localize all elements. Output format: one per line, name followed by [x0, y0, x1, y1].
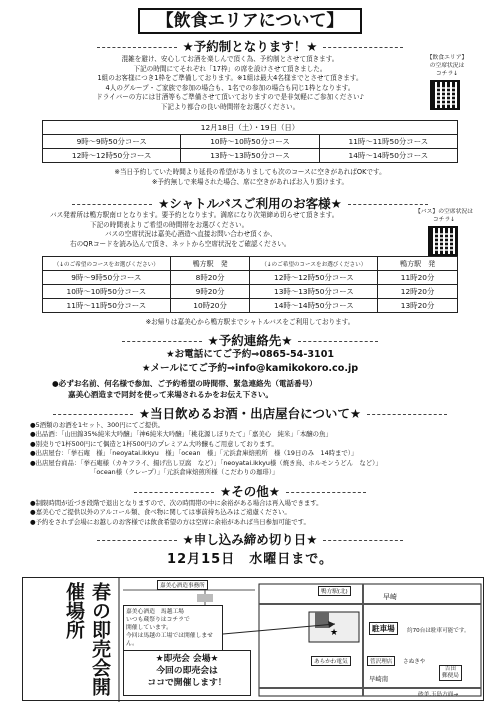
sale-heading: ★即売会 会場★ [155, 654, 219, 664]
bus-qr-code[interactable] [428, 226, 458, 256]
reservation-intro [50, 55, 410, 113]
contact-phone[interactable]: ★お電話にてご予約⇒0865-54-3101 [165, 349, 335, 360]
sale-venue-box [123, 650, 251, 696]
shuttle-intro-line: 右のQRコードを読み込んで頂き、ネットから空席状況をご確認ください。 [70, 239, 291, 248]
other-heading: ★その他★ [40, 482, 460, 500]
contact-block [60, 348, 440, 376]
shuttle-intro-line: バス発着所は鴨方駅南ロとなります。要予約となります。満席になり次第締め切らせて頂きます。 [50, 211, 339, 219]
sale-text: 今回の即売会は [156, 666, 218, 676]
table-cell: 13時〜13時50分コース [250, 285, 378, 299]
reservation-intro-line: 1組のお客様につき1枠をご準備しております。※1組は最大4名様までとさせて頂きます。 [97, 74, 363, 83]
deadline-heading: ★申し込み締め切り日★ [40, 530, 460, 548]
contact-mail[interactable]: ★メールにてご予約⇒info@kamikokoro.co.jp [141, 363, 359, 374]
reservation-intro-line: ドライバーの方には甘酒等もご準備させて頂いておりますので是非気軽にご参加ください♪ [96, 93, 364, 102]
drinks-heading: ★当日飲めるお酒・出店屋台について★ [40, 404, 460, 422]
shuttle-timetable [42, 256, 458, 313]
slot-cell: 10時〜10時50分コース [181, 135, 319, 149]
other-item: ●予約をされず会場にお越しのお客様では飲食希望の方は空席に余裕があれば当日参加可能です。 [30, 517, 310, 526]
drinks-item: ●出店屋台商品：「挙石庵様（カキフライ、揚げ出し豆腐 など）」「neoyatai.ikkyu様（焼き鳥、ホルモンうどん など）」 [30, 458, 382, 467]
table-header: （↓のご希望のコースをお選びください） [43, 257, 171, 271]
required-line: 嘉美心酒造まで同封を使って来場されるかをお伝え下さい。 [68, 390, 274, 399]
table-cell: 12時20分 [378, 285, 458, 299]
factory-line: 今回は馬越の工場では開催しません。 [126, 633, 213, 647]
table-cell: 13時20分 [378, 299, 458, 313]
table-cell: 11時20分 [378, 271, 458, 285]
seating-qr-code[interactable] [430, 80, 460, 110]
venue-map-area [22, 577, 484, 701]
drinks-list [30, 421, 475, 477]
factory-line: いつも蔵祭りはコチラで [126, 617, 190, 623]
reservation-notes [50, 168, 450, 187]
table-header: 鴨方駅 発 [170, 257, 250, 271]
contact-heading: ★予約連絡先★ [40, 331, 460, 349]
reservation-intro-line: 混雑を避け、安心してお酒を楽しんで頂く為、予約制とさせて頂きます。 [121, 55, 339, 63]
road-direction-label: 砂美,玉島方面→ [418, 692, 459, 698]
required-line: ●必ずお名前、何名様で参加、ご予約希望の時間帯、緊急連絡先（電話番号） [52, 379, 317, 388]
post-office-label [439, 665, 462, 681]
venue-star-icon: ★ [329, 628, 339, 638]
qr-caption-line: コチラ↓ [435, 71, 459, 77]
factory-line: 開催しています。 [126, 625, 172, 631]
factory-box [123, 605, 223, 651]
other-item: ●制限時間が近づき段階で退出となりますので、次の時間帯の中に余裕がある場合は再入場できます。 [30, 499, 323, 507]
shop-label: 菅沢理店 [367, 656, 395, 666]
shuttle-note: ※お帰りは嘉美心から鴨方駅までシャトルバスをご利用しております。 [145, 318, 355, 326]
venue-vertical-title: 春の即売会開催場所 [63, 582, 111, 696]
slot-cell: 12時〜12時50分コース [43, 149, 181, 163]
parking-label: 駐車場 [369, 622, 398, 635]
reservation-slot-table [42, 120, 458, 163]
drinks-item: ●出店屋台：「挙石庵 様」「neoyatai.ikkyu 様」「ocean 様」「元浜倉庫焙煎所 様（19日のみ 14時まで）」 [30, 449, 358, 458]
contact-required [52, 378, 472, 400]
table-cell: 12時〜12時50分コース [250, 271, 378, 285]
seating-qr-caption [414, 54, 480, 78]
slot-cell: 14時〜14時50分コース [319, 149, 457, 163]
slot-cell: 9時〜9時50分コース [43, 135, 181, 149]
table-cell: 9時〜9時50分コース [43, 271, 171, 285]
table-cell: 14時〜14時50分コース [250, 299, 378, 313]
qr-caption-line: 【バス】の空席状況は [415, 209, 473, 215]
slot-cell: 11時〜11時50分コース [319, 135, 457, 149]
other-item: ●嘉美心でご提供以外のアルコール類、食べ物に関しては事前持ち込みはご遠慮ください。 [30, 508, 291, 517]
table-cell: 9時20分 [170, 285, 250, 299]
shuttle-intro [50, 211, 410, 249]
reservation-intro-line: 下記より都合の良い時間帯をお選びください。 [160, 102, 300, 111]
brewery-label: 嘉美心酒造事務所 [157, 580, 208, 590]
table-cell: 10時20分 [170, 299, 250, 313]
other-list [30, 499, 475, 527]
table-header: 鴨方駅 発 [378, 257, 458, 271]
drinks-item: 「ocean様（クレープ）」「元浜倉庫焙煎所様（こだわりの珈琲）」 [90, 468, 279, 477]
qr-caption-line: の空席状況は [429, 63, 465, 69]
qr-caption-line: コチラ↓ [432, 217, 456, 223]
parking-note: 約70台は駐車可能です。 [407, 628, 470, 634]
hayasaki-south-label: 早崎南 [369, 675, 389, 683]
station-label: 鴨方駅(北) [318, 586, 351, 596]
page-title: 【飲食エリアについて】 [138, 8, 362, 34]
drinks-item: ●別売りで1杯500円にて偶造と1杯500円のプレミアム大吟醸もご用意しております。 [30, 439, 278, 448]
qr-caption-line: 【飲食エリア】 [426, 55, 468, 61]
slot-cell: 13時〜13時50分コース [181, 149, 319, 163]
post-line: 郵便局 [442, 673, 459, 679]
reservation-note: ※予約無しで来場された場合、席に空きがあればお入り頂けます。 [151, 177, 349, 186]
sale-text: ココで開催します！ [147, 678, 227, 688]
shuttle-heading: ★シャトルバスご利用のお客様★ [40, 194, 460, 212]
reservation-intro-line: 下記の時間にてそれぞれ「17枠」の席を設けさせて頂きました。 [133, 64, 327, 73]
reservation-heading: ★予約制となります！★ [40, 37, 460, 55]
venue-map [23, 578, 485, 702]
bus-qr-caption [404, 208, 484, 224]
shuttle-intro-line: 下記の時間表よりご希望の時間帯をお選びください。 [90, 220, 249, 229]
reservation-note: ※当日予約していた時間より延長の希望がありましても次のコースに空きがあればOKです。 [114, 168, 386, 176]
table-cell: 11時〜11時50分コース [43, 299, 171, 313]
shop-label: さぬきや [403, 659, 426, 665]
post-line: 吉田 [444, 666, 456, 672]
table-header: （↓のご希望のコースをお選びください） [250, 257, 378, 271]
shop-label: あらかわ電気 [311, 656, 351, 666]
hayasaki-label: 早崎 [383, 593, 397, 601]
brewery-building [197, 594, 213, 602]
reservation-intro-line: 4人のグループ・ご家族で参加の場合も、1名での参加の場合も同じ1枠となります。 [105, 83, 355, 92]
drinks-item: ●出品酒：「山田錦35%純米大吟醸」「神6純米大吟醸」「桃花源しぼりたて」「嘉美心 純米」「本醸の魚」 [30, 430, 332, 439]
table-cell: 10時〜10時50分コース [43, 285, 171, 299]
table-cell: 8時20分 [170, 271, 250, 285]
deadline-date: 12月15日 水曜日まで。 [167, 552, 333, 567]
reservation-dates: 12月18日（土）・19日（日） [43, 121, 458, 135]
shuttle-intro-line: バスの空席状況は嘉美心酒造へ直接お問い合わせ頂くか、 [105, 230, 277, 239]
drinks-item: ●5酒類のお酒を1セット、300円にてご提供。 [30, 421, 164, 429]
factory-line: 嘉美心酒造 馬越工場 [126, 609, 184, 615]
